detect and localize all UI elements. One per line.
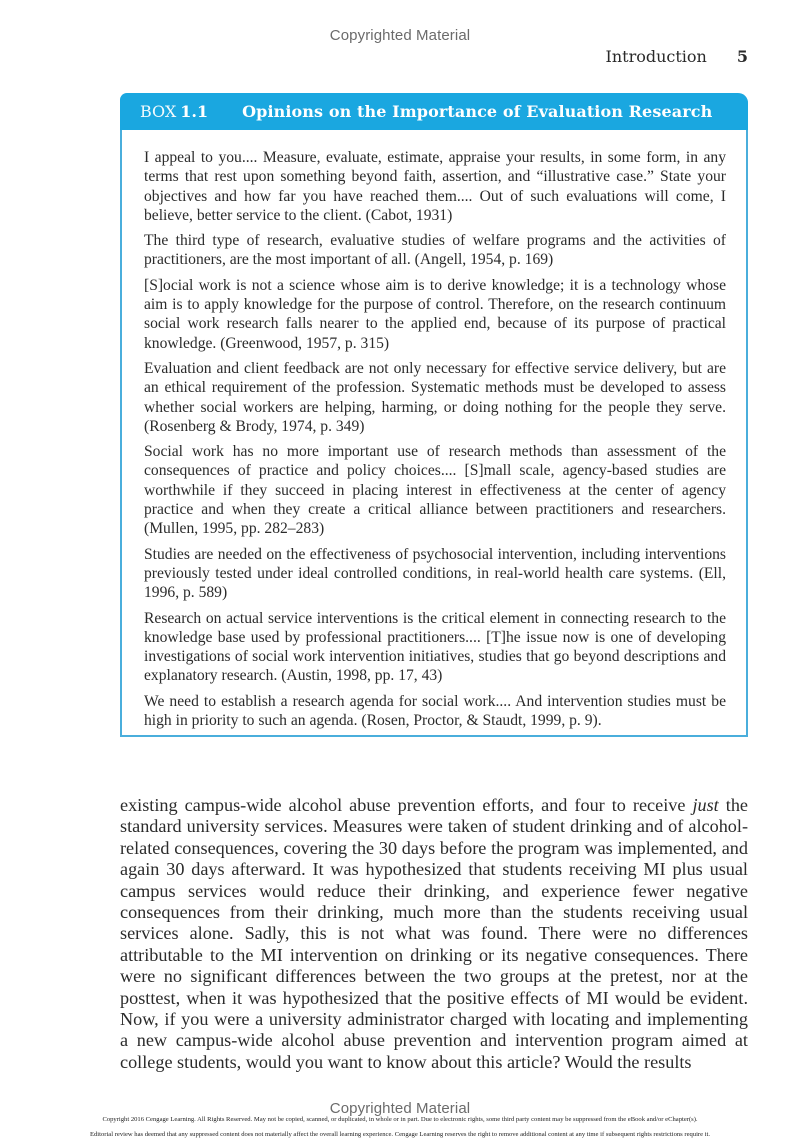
copyright-watermark-top: Copyrighted Material bbox=[329, 27, 471, 44]
box-title: Opinions on the Importance of Evaluation Research bbox=[242, 102, 713, 121]
copyright-notice: Copyright 2016 Cengage Learning. All Rights Reserved. May not be copied, scanned, or duplicated, in whole or in part. Due to electronic rights, some third party content may be suppressed from the eBook and/or eChapter(s). bbox=[102, 1116, 698, 1123]
box-1-1 bbox=[120, 93, 748, 737]
body-emphasis: just bbox=[692, 795, 719, 815]
running-head bbox=[606, 47, 748, 66]
quote-mullen: Social work has no more important use of research methods than assessment of the consequences of practice and policy choices.... [S]mall scale, agency-based studies are worthwhile if they succeed in placing interest in effectiveness at the center of agency practice and when they create a critical alliance between practitioners and researchers. (Mullen, 1995, pp. 282–283) bbox=[144, 443, 726, 538]
body-text-part2: the standard university services. Measures were taken of student drinking and of alcohol-related consequences, covering the 30 days before the program was implemented, and again 30 days afterward. It was hypothesized that students receiving MI plus usual campus services would reduce their drinking, and experience fewer negative consequences from their drinking, much more than the students receiving usual services alone. Sadly, this is not what was found. There were no differences attributable to the MI intervention on drinking or its negative consequences. There were no significant differences between the two groups at the pretest, nor at the posttest, when it was hypothesized that the positive effects of MI would be evident. Now, if you were a university administrator charged with locating and implementing a new campus-wide alcohol abuse prevention and intervention program aimed at college students, would you want to know about this article? Would the results bbox=[120, 795, 748, 1072]
chapter-title: Introduction bbox=[605, 47, 707, 66]
quote-ell: Studies are needed on the effectiveness of psychosocial intervention, including interventions previously tested under ideal controlled conditions, in real-world health care systems. (Ell, 1996, p. 589) bbox=[144, 545, 726, 602]
page-number: 5 bbox=[736, 47, 748, 66]
quote-cabot: I appeal to you.... Measure, evaluate, estimate, appraise your results, in some form, in any terms that rest upon something beyond faith, assertion, and “illustrative case.” State your objectives and how far you have reached them.... Out of such evaluations will come, I believe, better service to the client. (Cabot, 1931) bbox=[144, 149, 726, 224]
body-text-part1: existing campus-wide alcohol abuse prevention efforts, and four to receive bbox=[120, 795, 693, 815]
box-number: 1.1 bbox=[180, 102, 209, 121]
quote-greenwood: [S]ocial work is not a science whose aim is to derive knowledge; it is a technology whose aim is to apply knowledge for the purpose of control. Therefore, on the research continuum social work research falls nearer to the applied end, because of its purpose of practical knowledge. (Greenwood, 1957, p. 315) bbox=[144, 276, 726, 352]
quote-austin: Research on actual service interventions is the critical element in connecting research to the knowledge base used by professional practitioners.... [T]he issue now is one of developing investigations of social work intervention initiatives, studies that go beyond descriptions and explanatory research. (Austin, 1998, pp. 17, 43) bbox=[144, 609, 726, 685]
copyright-watermark-bottom: Copyrighted Material bbox=[329, 1100, 471, 1117]
quote-angell: The third type of research, evaluative studies of welfare programs and the activities of practitioners, are the most important of all. (Angell, 1954, p. 169) bbox=[144, 232, 726, 269]
quote-rosenberg-brody: Evaluation and client feedback are not only necessary for effective service delivery, but are an ethical requirement of the profession. Systematic methods must be developed to assess whether social workers are helping, harming, or doing nothing for the people they serve. (Rosenberg & Brody, 1974, p. 349) bbox=[144, 359, 726, 435]
quote-rosen-proctor-staudt: We need to establish a research agenda for social work.... And intervention studies must be high in priority to such an agenda. (Rosen, Proctor, & Staudt, 1999, p. 9). bbox=[144, 692, 726, 730]
box-body bbox=[122, 130, 746, 730]
box-header bbox=[120, 93, 748, 130]
body-paragraph bbox=[120, 795, 748, 1073]
box-label: BOX bbox=[140, 102, 177, 121]
editorial-notice: Editorial review has deemed that any suppressed content does not materially affect the overall learning experience. Cengage Learning reserves the right to remove additional content at any time if subsequent rights restrictions require it. bbox=[89, 1131, 711, 1138]
